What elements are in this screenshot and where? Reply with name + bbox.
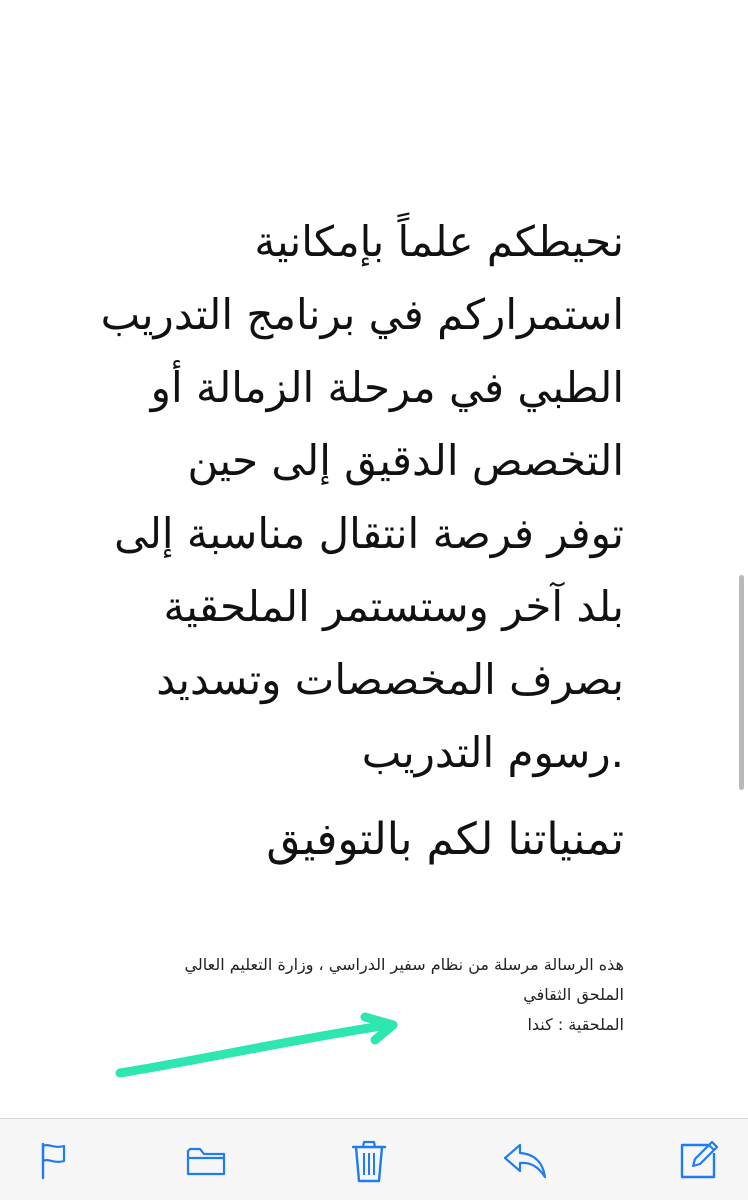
scroll-indicator[interactable] — [739, 575, 744, 790]
message-line: التخصص الدقيق إلى حين — [187, 436, 624, 485]
move-to-folder-button[interactable] — [178, 1134, 234, 1188]
message-line: الطبي في مرحلة الزمالة أو — [150, 363, 624, 412]
message-line: توفر فرصة انتقال مناسبة إلى — [114, 509, 624, 558]
closing-greeting: تمنياتنا لكم بالتوفيق — [266, 814, 624, 865]
message-line: .رسوم التدريب — [361, 728, 624, 777]
mail-toolbar — [0, 1118, 748, 1200]
message-line: نحيطكم علماً بإمكانية — [254, 217, 624, 266]
message-line: بلد آخر وستستمر الملحقية — [163, 582, 624, 631]
folder-icon — [184, 1143, 228, 1179]
compose-button[interactable] — [670, 1134, 726, 1188]
message-line: استمراركم في برنامج التدريب — [100, 290, 624, 339]
flag-icon — [35, 1141, 69, 1181]
flag-button[interactable] — [24, 1134, 80, 1188]
message-line: بصرف المخصصات وتسديد — [156, 655, 624, 704]
compose-icon — [676, 1139, 720, 1183]
trash-icon — [350, 1138, 388, 1184]
delete-button[interactable] — [341, 1134, 397, 1188]
footer-line: الملحق الثقافي — [523, 985, 624, 1004]
reply-button[interactable] — [497, 1134, 553, 1188]
footer-line: الملحقية : كندا — [527, 1015, 624, 1034]
message-text — [100, 205, 624, 789]
arrow-right-icon — [110, 1005, 410, 1090]
reply-icon — [500, 1141, 550, 1181]
footer-line: هذه الرسالة مرسلة من نظام سفير الدراسي ، وزارة التعليم العالي — [184, 955, 624, 974]
